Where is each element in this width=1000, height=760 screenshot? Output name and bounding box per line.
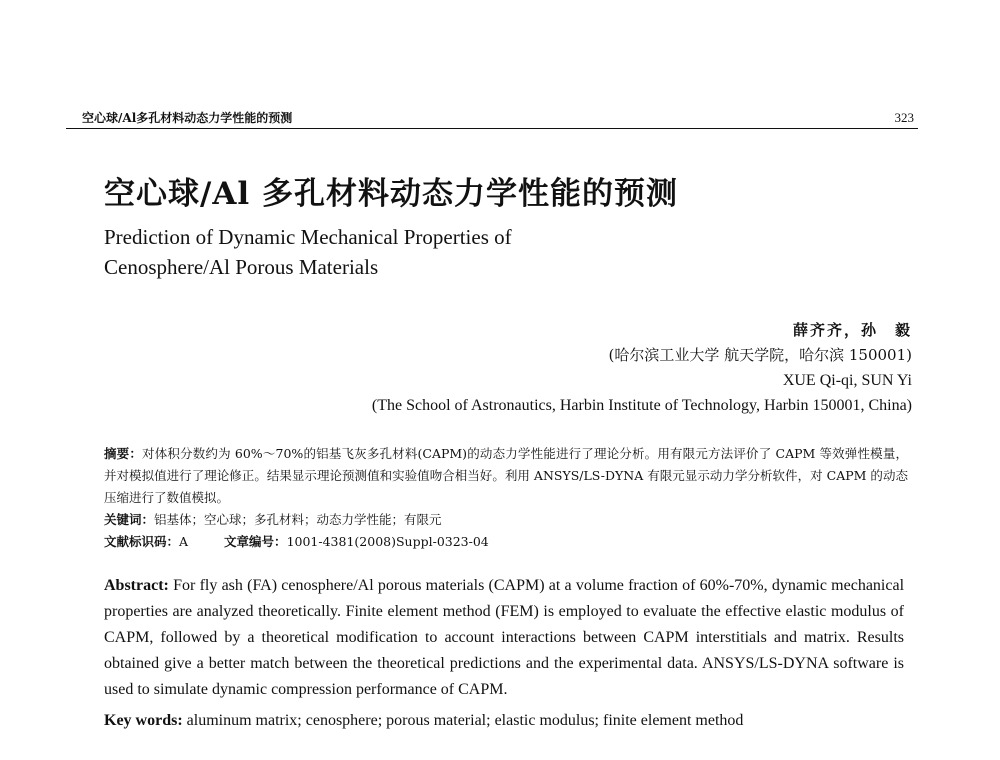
title-chinese: 空心球/Al 多孔材料动态力学性能的预测: [104, 176, 678, 212]
english-abstract: [104, 573, 904, 734]
article-no-label: 文章编号：: [224, 534, 287, 549]
running-head-title: 空心球/Al多孔材料动态力学性能的预测: [82, 111, 293, 125]
affiliation-chinese: (哈尔滨工业大学 航天学院，哈尔滨 150001): [608, 346, 912, 364]
running-head: [82, 104, 914, 126]
keywords-en: aluminum matrix; cenosphere; porous material; elastic modulus; finite element method: [186, 712, 744, 729]
page-number: 323: [894, 110, 914, 125]
authors-chinese: 薛齐齐，孙 毅: [792, 321, 912, 339]
identification-line: [104, 531, 908, 553]
authors-english: XUE Qi-qi, SUN Yi: [782, 372, 912, 389]
keywords-label-cn: 关键词：: [104, 512, 155, 527]
keywords-label-en: Key words:: [104, 712, 183, 729]
title-english-line-2: Cenosphere/Al Porous Materials: [104, 255, 379, 279]
english-abstract-paragraph: [104, 573, 904, 703]
author-block: [372, 318, 912, 418]
keywords-cn: 铝基体；空心球；多孔材料；动态力学性能；有限元: [154, 512, 442, 527]
keywords-en-line: [104, 708, 904, 734]
abstract-label-en: Abstract:: [104, 577, 169, 594]
header-rule: [66, 128, 918, 129]
article-no: 1001-4381(2008)Suppl-0323-04: [286, 534, 489, 549]
title-english: [104, 222, 512, 282]
title-english-line-1: Prediction of Dynamic Mechanical Properties of: [104, 225, 512, 249]
keywords-cn-line: [104, 509, 908, 531]
clc-code: A: [179, 534, 189, 549]
chinese-abstract: [104, 443, 908, 553]
chinese-abstract-paragraph: [104, 443, 908, 509]
abstract-text-en: For fly ash (FA) cenosphere/Al porous materials (CAPM) at a volume fraction of 60%-70%, dynamic mechanical properties are analyzed theoretically. Finite element method (FEM) is employed to evaluate the effective elastic modulus of CAPM, followed by a theoretical modification to account interactions between CAPM interstitials and matrix. Results obtained give a better match between the theoretical predictions and the experimental data. ANSYS/LS-DYNA software is used to simulate dynamic compression performance of CAPM.: [104, 577, 905, 698]
affiliation-english: (The School of Astronautics, Harbin Institute of Technology, Harbin 150001, China): [371, 397, 912, 414]
abstract-text-cn: 对体积分数约为 60%～70%的铝基飞灰多孔材料(CAPM)的动态力学性能进行了理论分析。用有限元方法评价了 CAPM 等效弹性模量，并对模拟值进行了理论修正。结果显示理论预测值和实验值吻合相当好。利用 ANSYS/LS-DYNA 有限元显示动力学分析软件，对 CAPM 的动态压缩进行了数值模拟。: [104, 446, 908, 505]
abstract-label-cn: 摘要：: [104, 446, 143, 461]
clc-label: 文献标识码：: [104, 534, 180, 549]
